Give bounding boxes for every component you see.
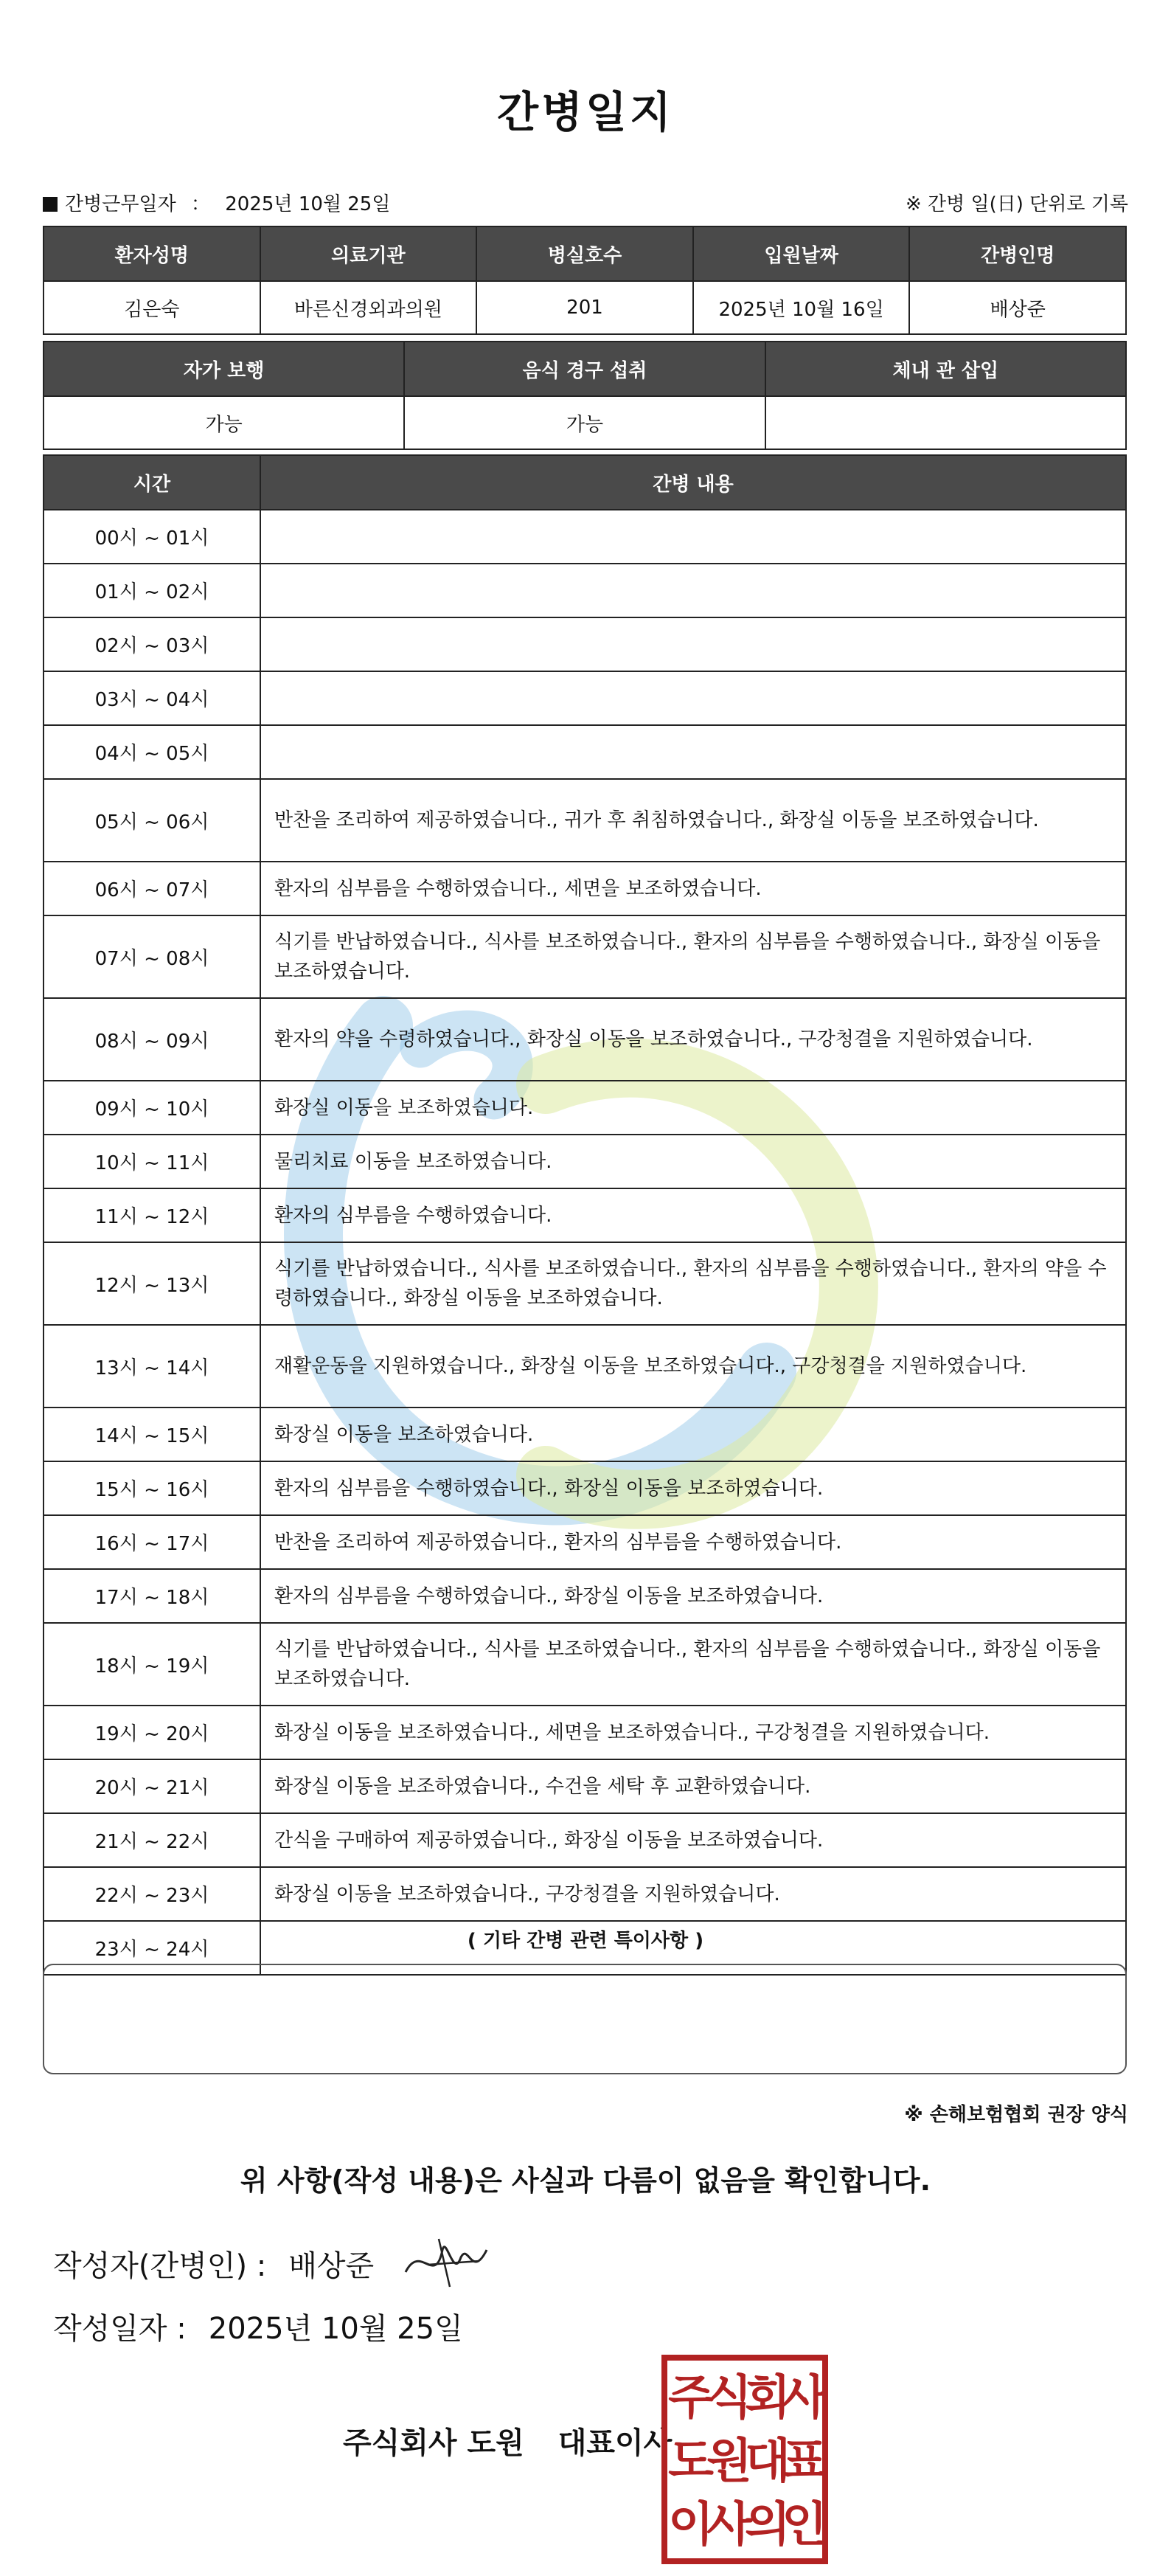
header-patient-name: 환자성명 — [44, 226, 260, 281]
writer-name: 배상준 — [288, 2249, 375, 2283]
patient-status-table — [43, 341, 1127, 450]
care-log-content: 환자의 약을 수령하였습니다., 화장실 이동을 보조하였습니다., 구강청결을 지원하였습니다. — [260, 998, 1126, 1081]
remarks-box — [43, 1964, 1127, 2074]
care-log-row — [44, 1569, 1126, 1623]
care-log-content: 반찬을 조리하여 제공하였습니다., 귀가 후 취침하였습니다., 화장실 이동을 보조하였습니다. — [260, 779, 1126, 862]
value-walking: 가능 — [44, 396, 404, 449]
work-date-value: 2025년 10월 25일 — [225, 193, 391, 215]
value-admission-date: 2025년 10월 16일 — [693, 281, 910, 334]
care-log-row — [44, 998, 1126, 1081]
svg-text:회: 회 — [745, 2371, 790, 2426]
square-bullet-icon — [43, 197, 58, 212]
status-header-row — [44, 342, 1126, 396]
care-log-content: 화장실 이동을 보조하였습니다., 구강청결을 지원하였습니다. — [260, 1867, 1126, 1921]
header-walking: 자가 보행 — [44, 342, 404, 396]
care-log-row — [44, 1408, 1126, 1461]
care-log-content: 물리치료 이동을 보조하였습니다. — [260, 1135, 1126, 1188]
care-log-row — [44, 1188, 1126, 1242]
care-log-time: 12시 ~ 13시 — [44, 1242, 260, 1325]
svg-text:이: 이 — [668, 2498, 714, 2552]
care-log-row — [44, 510, 1126, 564]
care-log-time: 02시 ~ 03시 — [44, 617, 260, 671]
care-log-content: 화장실 이동을 보조하였습니다. — [260, 1408, 1126, 1461]
care-log-content: 반찬을 조리하여 제공하였습니다., 환자의 심부름을 수행하였습니다. — [260, 1515, 1126, 1569]
patient-info-value-row — [44, 281, 1126, 334]
care-log-row — [44, 671, 1126, 725]
value-room: 201 — [476, 281, 693, 334]
patient-info-header-row — [44, 226, 1126, 281]
care-log-content: 식기를 반납하였습니다., 식사를 보조하였습니다., 환자의 심부름을 수행하였습니다., 환자의 약을 수령하였습니다., 화장실 이동을 보조하였습니다. — [260, 1242, 1126, 1325]
value-institution: 바른신경외과의원 — [260, 281, 477, 334]
company-seal-stamp — [660, 2353, 830, 2566]
care-log-time: 03시 ~ 04시 — [44, 671, 260, 725]
signature — [398, 2228, 494, 2294]
work-date-separator: ： — [190, 193, 210, 215]
care-log-content: 화장실 이동을 보조하였습니다., 수건을 세탁 후 교환하였습니다. — [260, 1759, 1126, 1813]
care-log-row — [44, 1325, 1126, 1408]
care-log-time: 23시 ~ 24시 — [44, 1921, 260, 1975]
care-log-row — [44, 862, 1126, 915]
svg-text:사: 사 — [706, 2498, 752, 2552]
care-log-content — [260, 510, 1126, 564]
care-log-content: 화장실 이동을 보조하였습니다. — [260, 1081, 1126, 1135]
care-log-header-row — [44, 455, 1126, 510]
unit-note: ※ 간병 일(日) 단위로 기록 — [905, 193, 1128, 215]
care-log-time: 14시 ~ 15시 — [44, 1408, 260, 1461]
care-log-time: 01시 ~ 02시 — [44, 564, 260, 617]
header-care-content: 간병 내용 — [260, 455, 1126, 510]
writer-line — [53, 2243, 374, 2285]
svg-text:표: 표 — [782, 2434, 827, 2489]
care-log-row — [44, 1706, 1126, 1759]
recommend-note: ※ 손해보험협회 권장 양식 — [904, 2104, 1128, 2126]
header-time: 시간 — [44, 455, 260, 510]
work-date-label: 간병근무일자 — [65, 193, 176, 215]
svg-text:인: 인 — [782, 2498, 827, 2552]
header-caregiver: 간병인명 — [909, 226, 1126, 281]
header-admission-date: 입원날짜 — [693, 226, 910, 281]
care-log-row — [44, 1461, 1126, 1515]
svg-text:원: 원 — [706, 2434, 752, 2489]
svg-text:의: 의 — [745, 2498, 790, 2552]
svg-text:사: 사 — [782, 2371, 827, 2426]
care-log-time: 04시 ~ 05시 — [44, 725, 260, 779]
care-log-row — [44, 617, 1126, 671]
care-log-time: 09시 ~ 10시 — [44, 1081, 260, 1135]
care-log-time: 06시 ~ 07시 — [44, 862, 260, 915]
document-title: 간병일지 — [496, 87, 675, 137]
care-log-content — [260, 671, 1126, 725]
header-oral-intake: 음식 경구 섭취 — [404, 342, 765, 396]
confirmation-statement: 위 사항(작성 내용)은 사실과 다름이 없음을 확인합니다. — [240, 2164, 931, 2197]
header-room: 병실호수 — [476, 226, 693, 281]
svg-text:식: 식 — [706, 2371, 752, 2426]
value-oral-intake: 가능 — [404, 396, 765, 449]
care-log-row — [44, 1759, 1126, 1813]
care-log-time: 15시 ~ 16시 — [44, 1461, 260, 1515]
value-tube-insertion — [765, 396, 1126, 449]
header-institution: 의료기관 — [260, 226, 477, 281]
value-caregiver: 배상준 — [909, 281, 1126, 334]
writer-label: 작성자(간병인) : — [53, 2249, 267, 2283]
care-log-content: 식기를 반납하였습니다., 식사를 보조하였습니다., 환자의 심부름을 수행하였습니다., 화장실 이동을 보조하였습니다. — [260, 1623, 1126, 1706]
care-log-time: 19시 ~ 20시 — [44, 1706, 260, 1759]
care-log-row — [44, 1813, 1126, 1867]
care-log-row — [44, 564, 1126, 617]
care-log-time: 21시 ~ 22시 — [44, 1813, 260, 1867]
company-representative: 대표이사 — [557, 2426, 673, 2460]
written-date-label: 작성일자 : — [53, 2312, 187, 2346]
remarks-title: ( 기타 간병 관련 특이사항 ) — [467, 1930, 704, 1952]
care-log-time: 05시 ~ 06시 — [44, 779, 260, 862]
header-tube-insertion: 체내 관 삽입 — [765, 342, 1126, 396]
written-date-line — [53, 2305, 463, 2347]
svg-text:주: 주 — [668, 2371, 714, 2426]
svg-text:대: 대 — [745, 2434, 790, 2489]
company-signature-line — [343, 2420, 672, 2462]
care-log-content: 환자의 심부름을 수행하였습니다., 화장실 이동을 보조하였습니다. — [260, 1569, 1126, 1623]
care-log-content: 환자의 심부름을 수행하였습니다. — [260, 1188, 1126, 1242]
care-log-time: 08시 ~ 09시 — [44, 998, 260, 1081]
work-date — [43, 189, 390, 216]
care-log-time: 16시 ~ 17시 — [44, 1515, 260, 1569]
care-log-content: 재활운동을 지원하였습니다., 화장실 이동을 보조하였습니다., 구강청결을 지원하였습니다. — [260, 1325, 1126, 1408]
care-log-content — [260, 725, 1126, 779]
care-log-row — [44, 915, 1126, 998]
care-log-table — [43, 454, 1127, 1976]
company-name: 주식회사 도원 — [343, 2426, 524, 2460]
care-log-row — [44, 725, 1126, 779]
care-log-content: 환자의 심부름을 수행하였습니다., 화장실 이동을 보조하였습니다. — [260, 1461, 1126, 1515]
care-log-row — [44, 1135, 1126, 1188]
care-log-time: 20시 ~ 21시 — [44, 1759, 260, 1813]
care-log-time: 22시 ~ 23시 — [44, 1867, 260, 1921]
care-log-content — [260, 617, 1126, 671]
care-log-row — [44, 1867, 1126, 1921]
care-log-time: 13시 ~ 14시 — [44, 1325, 260, 1408]
care-log-content: 간식을 구매하여 제공하였습니다., 화장실 이동을 보조하였습니다. — [260, 1813, 1126, 1867]
written-date-value: 2025년 10월 25일 — [208, 2312, 463, 2346]
svg-text:도: 도 — [668, 2434, 714, 2489]
patient-info-table — [43, 226, 1127, 335]
status-value-row — [44, 396, 1126, 449]
care-log-time: 17시 ~ 18시 — [44, 1569, 260, 1623]
care-log-content: 식기를 반납하였습니다., 식사를 보조하였습니다., 환자의 심부름을 수행하였습니다., 화장실 이동을 보조하였습니다. — [260, 915, 1126, 998]
care-log-row — [44, 1623, 1126, 1706]
care-log-time: 07시 ~ 08시 — [44, 915, 260, 998]
care-log-content — [260, 564, 1126, 617]
care-log-content: 화장실 이동을 보조하였습니다., 세면을 보조하였습니다., 구강청결을 지원하였습니다. — [260, 1706, 1126, 1759]
care-log-row — [44, 779, 1126, 862]
care-log-row — [44, 1515, 1126, 1569]
care-log-content: 환자의 심부름을 수행하였습니다., 세면을 보조하였습니다. — [260, 862, 1126, 915]
care-log-row — [44, 1081, 1126, 1135]
value-patient-name: 김은숙 — [44, 281, 260, 334]
care-log-time: 18시 ~ 19시 — [44, 1623, 260, 1706]
care-log-row — [44, 1242, 1126, 1325]
care-log-time: 00시 ~ 01시 — [44, 510, 260, 564]
care-log-time: 11시 ~ 12시 — [44, 1188, 260, 1242]
care-log-time: 10시 ~ 11시 — [44, 1135, 260, 1188]
